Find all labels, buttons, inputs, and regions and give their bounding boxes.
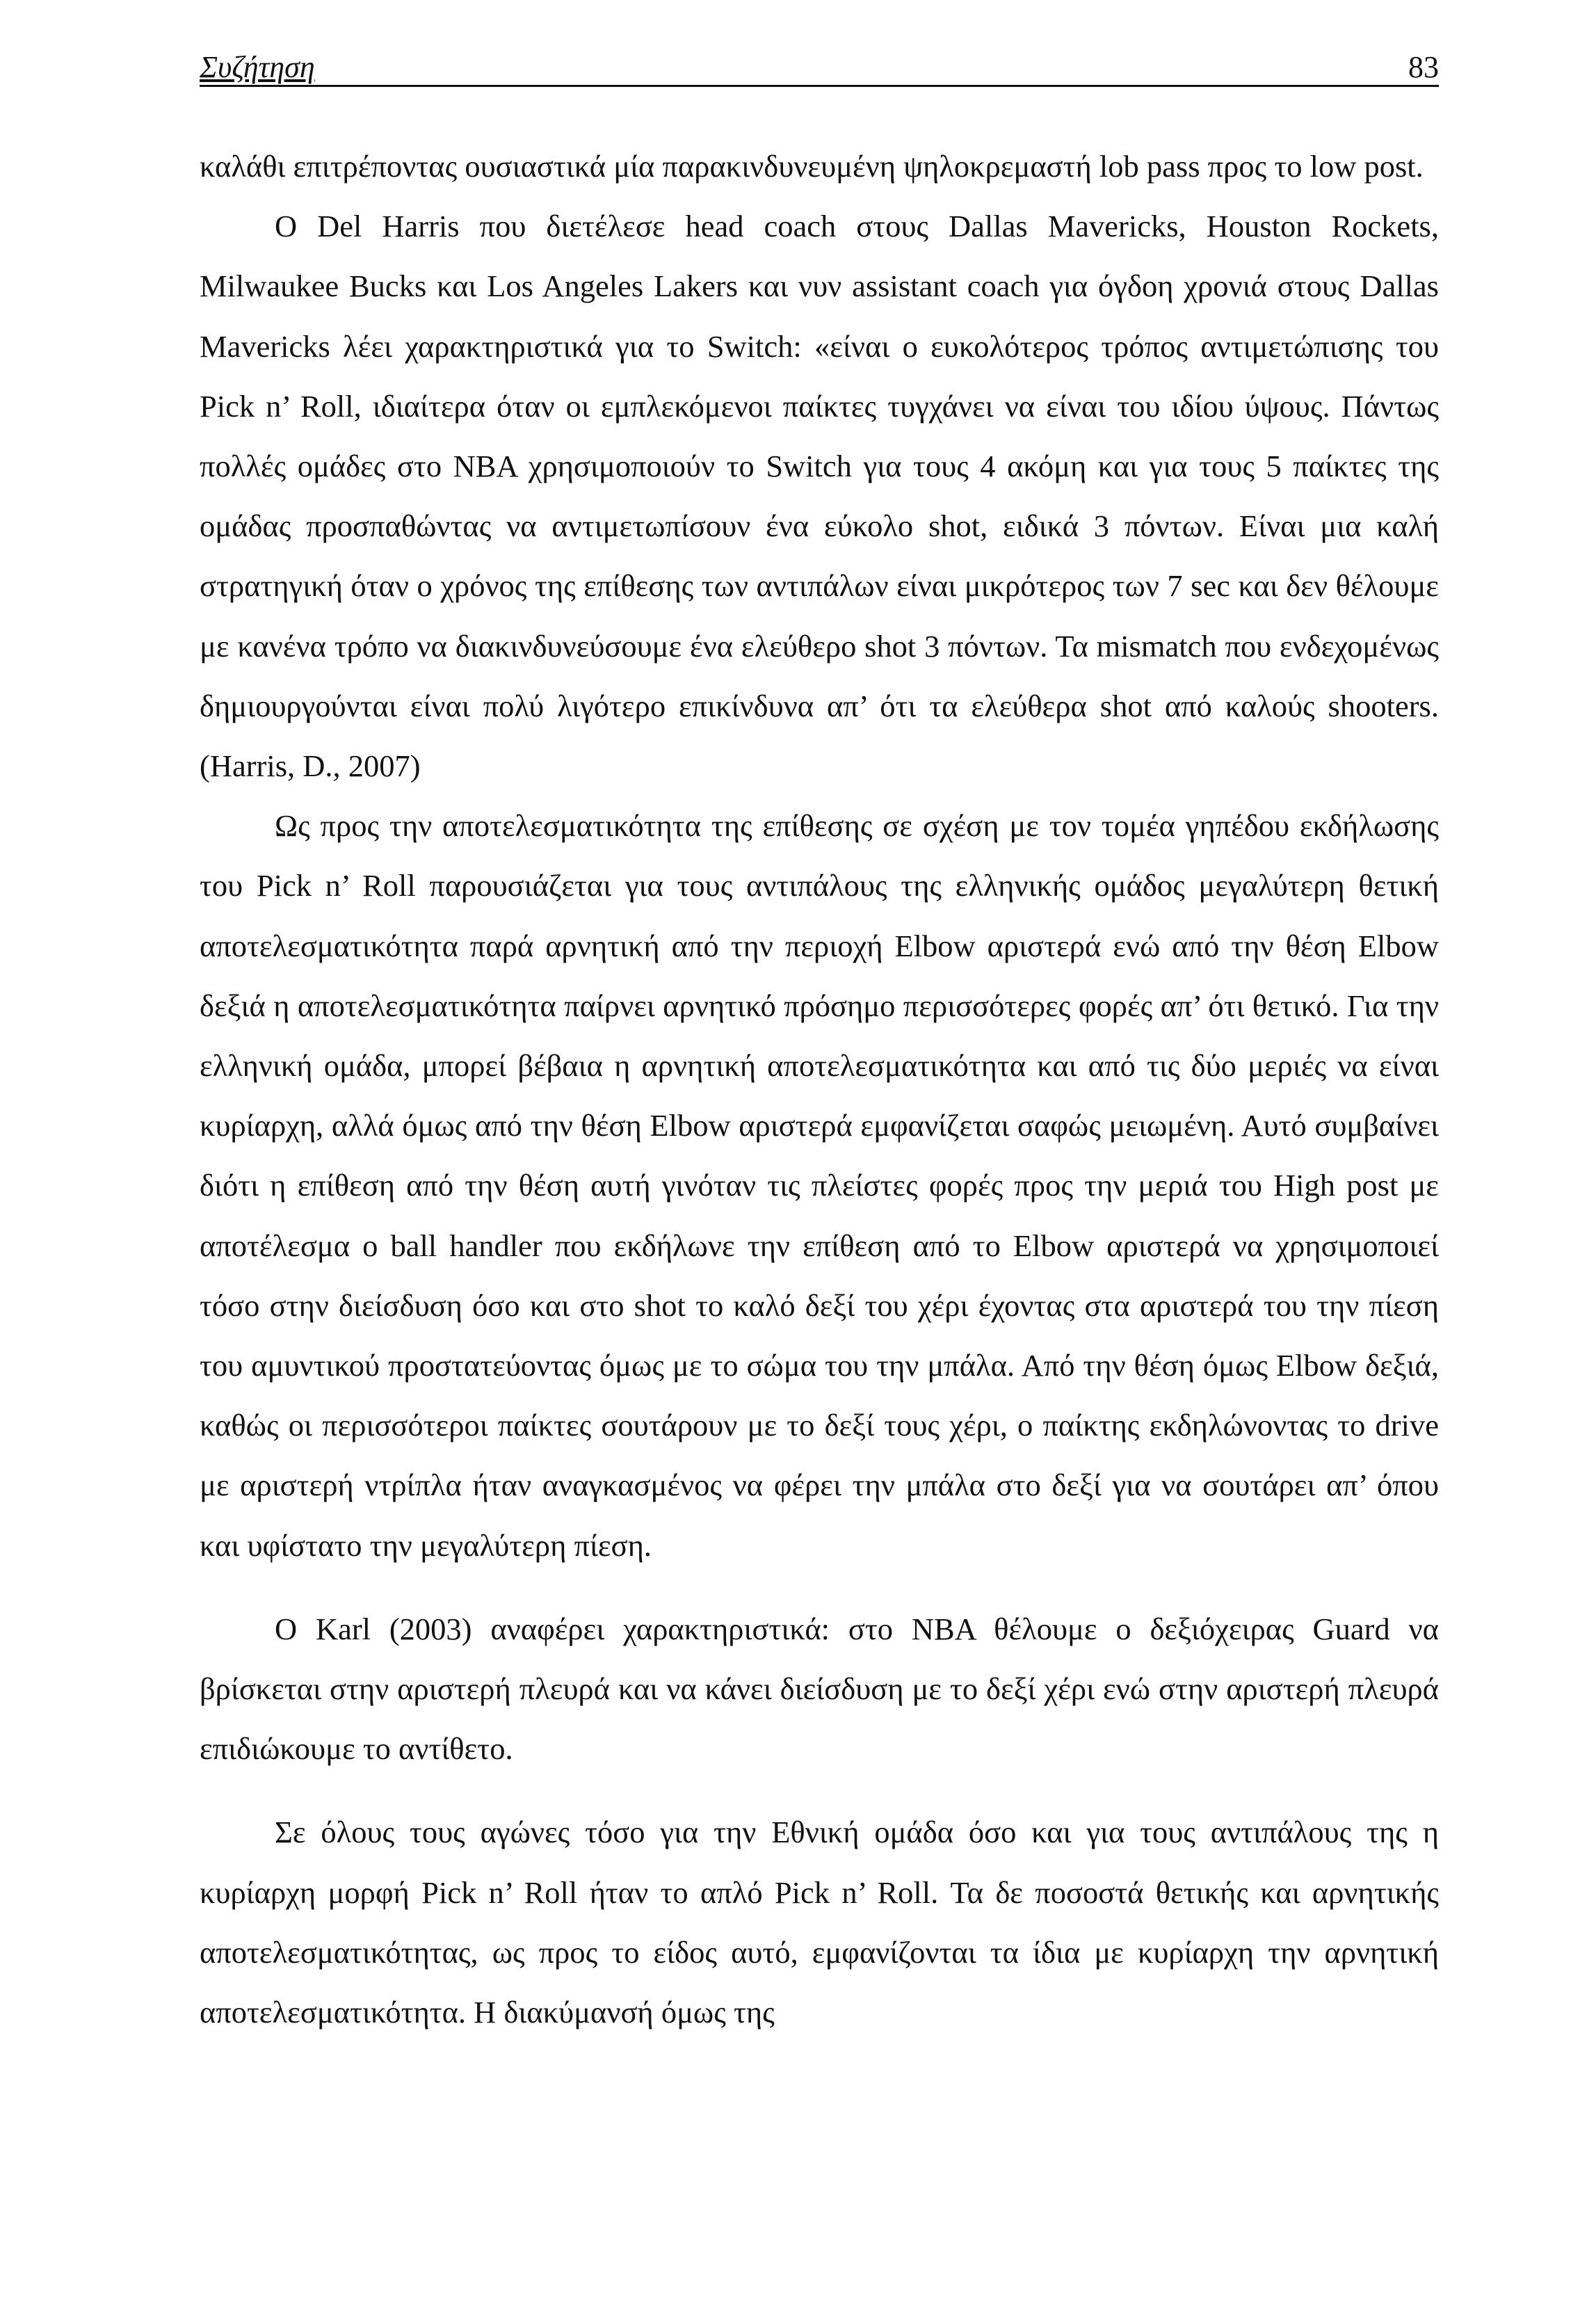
paragraph: καλάθι επιτρέποντας ουσιαστικά μία παρακινδυνευμένη ψηλοκρεμαστή lob pass προς το low post. bbox=[200, 149, 1424, 184]
page-number: 83 bbox=[1408, 50, 1439, 84]
section-title: Συζήτηση bbox=[200, 50, 315, 84]
paragraph: Ως προς την αποτελεσματικότητα της επίθεσης σε σχέση με τον τομέα γηπέδου εκδήλωσης του Pick n’ Roll παρουσιάζεται για τους αντιπάλους της ελληνικής ομάδος μεγαλύτερη θετική αποτελεσματικότητα παρά αρνητική από την περιοχή Elbow αριστερά ενώ από την θέση Elbow δεξιά η αποτελεσματικότητα παίρνει αρνητικό πρόσημο περισσότερες φορές απ’ ότι θετικό. Για την ελληνική ομάδα, μπορεί βέβαια η αρνητική αποτελεσματικότητα και από τις δύο μεριές να είναι κυρίαρχη, αλλά όμως από την θέση Elbow αριστερά εμφανίζεται σαφώς μειωμένη. Αυτό συμβαίνει διότι η επίθεση από την θέση αυτή γινόταν τις πλείστες φορές προς την μεριά του High post με αποτέλεσμα ο ball handler που εκδήλωνε την επίθεση από το Elbow αριστερά να χρησιμοποιεί τόσο στην διείσδυση όσο και στο shot το καλό δεξί του χέρι έχοντας στα αριστερά του την πίεση του αμυντικού προστατεύοντας όμως με το σώμα του την μπάλα. Από την θέση όμως Elbow δεξιά, καθώς οι περισσότεροι παίκτες σουτάρουν με το δεξί τους χέρι, ο παίκτης εκδηλώνοντας το drive με αριστερή ντρίπλα ήταν αναγκασμένος να φέρει την μπάλα στο δεξί για να σουτάρει απ’ όπου και υφίστατο την μεγαλύτερη πίεση. bbox=[200, 808, 1439, 1563]
paragraph: Ο Del Harris που διετέλεσε head coach στους Dallas Mavericks, Houston Rockets, Milwaukee Bucks και Los Angeles Lakers και νυν assistant coach για όγδοη χρονιά στους Dallas Mavericks λέει χαρακτηριστικά για το Switch: «είναι ο ευκολότερος τρόπος αντιμετώπισης του Pick n’ Roll, ιδιαίτερα όταν οι εμπλεκόμενοι παίκτες τυγχάνει να είναι του ιδίου ύψους. Πάντως πολλές ομάδες στο NBA χρησιμοποιούν το Switch για τους 4 ακόμη και για τους 5 παίκτες της ομάδας προσπαθώντας να αντιμετωπίσουν ένα εύκολο shot, ειδικά 3 πόντων. Είναι μια καλή στρατηγική όταν ο χρόνος της επίθεσης των αντιπάλων είναι μικρότερος των 7 sec και δεν θέλουμε με κανένα τρόπο να διακινδυνεύσουμε ένα ελεύθερο shot 3 πόντων. Τα mismatch που ενδεχομένως δημιουργούνται είναι πολύ λιγότερο επικίνδυνα απ’ ότι τα ελεύθερα shot από καλούς shooters. (Harris, D., 2007) bbox=[200, 209, 1439, 784]
paragraph: Ο Karl (2003) αναφέρει χαρακτηριστικά: στο NBA θέλουμε ο δεξιόχειρας Guard να βρίσκεται στην αριστερή πλευρά και να κάνει διείσδυση με το δεξί χέρι ενώ στην αριστερή πλευρά επιδιώκουμε το αντίθετο. bbox=[200, 1611, 1439, 1767]
main-text bbox=[200, 136, 1439, 2042]
paragraph: Σε όλους τους αγώνες τόσο για την Εθνική ομάδα όσο και για τους αντιπάλους της η κυρίαρχη μορφή Pick n’ Roll ήταν το απλό Pick n’ Roll. Τα δε ποσοστά θετικής και αρνητικής αποτελεσματικότητας, ως προς το είδος αυτό, εμφανίζονται τα ίδια με κυρίαρχη την αρνητική αποτελεσματικότητα. Η διακύμανσή όμως της bbox=[200, 1815, 1439, 2030]
running-header bbox=[200, 42, 1439, 87]
